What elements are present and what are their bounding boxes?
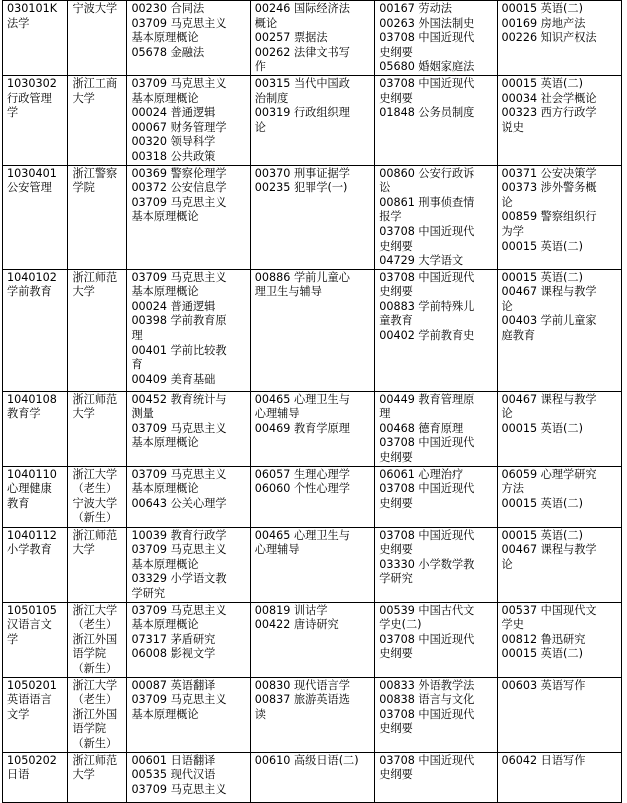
- cell-text-line: 公安管理: [7, 181, 52, 195]
- cell-text-line: 05678 金融法: [131, 45, 205, 59]
- cell-text-line: 浙江外国: [72, 707, 118, 721]
- course-cell-2: [250, 602, 374, 677]
- cell-text-line: 04729 大学语文: [379, 254, 464, 268]
- course-cell-1: [127, 269, 250, 391]
- table-row: [3, 752, 622, 802]
- course-cell-3: [375, 391, 497, 466]
- cell-text-line: 学前教育: [7, 285, 52, 299]
- course-cell-4: [497, 75, 621, 165]
- cell-text-line: 03709 马克思主义: [131, 195, 227, 209]
- cell-text-line: 00371 公安决策学: [501, 166, 597, 180]
- cell-text-line: 03708 中国近现代: [379, 270, 475, 284]
- cell-text-line: 06057 生理心理学: [254, 467, 350, 481]
- cell-text-line: 测量: [131, 407, 154, 421]
- cell-text-line: 心理辅导: [254, 543, 300, 557]
- cell-text-line: 00015 英语(二): [501, 270, 583, 284]
- school-cell: [68, 391, 127, 466]
- cell-text-line: 00015 英语(二): [501, 76, 583, 90]
- course-cell-1: [127, 466, 250, 527]
- cell-text-line: 教育: [7, 496, 30, 510]
- course-cell-2: [250, 165, 374, 269]
- cell-text-line: 00467 课程与教学: [501, 392, 597, 406]
- cell-text-line: 宁波大学: [72, 496, 118, 510]
- school-cell: [68, 602, 127, 677]
- cell-text-line: 作: [254, 60, 266, 74]
- course-cell-3: [375, 602, 497, 677]
- cell-text-line: 心理辅导: [254, 407, 300, 421]
- course-cell-3: [375, 269, 497, 391]
- course-cell-4: [497, 1, 621, 76]
- cell-text-line: 03709 马克思主义: [131, 603, 227, 617]
- cell-text-line: 00837 旅游英语选: [254, 693, 350, 707]
- course-cell-4: [497, 677, 621, 752]
- table-row: [3, 165, 622, 269]
- cell-text-line: 基本原理概论: [131, 91, 199, 105]
- cell-text-line: 06059 心理学研究: [501, 467, 597, 481]
- cell-text-line: 03709 马克思主义: [131, 76, 227, 90]
- cell-text-line: 童教育: [379, 314, 413, 328]
- cell-text-line: 00087 英语翻译: [131, 678, 216, 692]
- cell-text-line: 00373 涉外警务概: [501, 181, 597, 195]
- cell-text-line: 00024 普通逻辑: [131, 106, 216, 120]
- cell-text-line: 03709 马克思主义: [131, 270, 227, 284]
- course-cell-2: [250, 75, 374, 165]
- cell-text-line: 大学: [72, 768, 95, 782]
- cell-text-line: 1030302: [7, 76, 57, 90]
- cell-text-line: 00859 警察组织行: [501, 210, 597, 224]
- cell-text-line: 00401 学前比较教: [131, 343, 227, 357]
- course-cell-2: [250, 752, 374, 802]
- course-cell-2: [250, 466, 374, 527]
- cell-text-line: 00467 课程与教学: [501, 543, 597, 557]
- table-row: [3, 391, 622, 466]
- cell-text-line: 03709 马克思主义: [131, 693, 227, 707]
- cell-text-line: 00830 现代语言学: [254, 678, 350, 692]
- cell-text-line: 文学: [7, 707, 30, 721]
- course-cell-1: [127, 602, 250, 677]
- cell-text-line: 00319 行政组织理: [254, 106, 350, 120]
- major-cell: [3, 602, 68, 677]
- cell-text-line: 03709 马克思主义: [131, 16, 227, 30]
- cell-text-line: 读: [254, 707, 266, 721]
- cell-text-line: 00452 教育统计与: [131, 392, 227, 406]
- course-schedule-table: [2, 0, 622, 803]
- cell-text-line: 史纲要: [379, 91, 413, 105]
- cell-text-line: （新生）: [72, 511, 118, 525]
- cell-text-line: 小学教育: [7, 543, 52, 557]
- course-cell-1: [127, 677, 250, 752]
- cell-text-line: 03708 中国近现代: [379, 482, 475, 496]
- table-row: [3, 1, 622, 76]
- major-cell: [3, 391, 68, 466]
- cell-text-line: 史纲要: [379, 239, 413, 253]
- cell-text-line: 00861 刑事侦查情: [379, 195, 475, 209]
- major-cell: [3, 677, 68, 752]
- cell-text-line: 00015 英语(二): [501, 528, 583, 542]
- cell-text-line: 理卫生与辅导: [254, 285, 322, 299]
- cell-text-line: 学史(二): [379, 618, 422, 632]
- cell-text-line: 00226 知识产权法: [501, 31, 597, 45]
- cell-text-line: 基本原理概论: [131, 482, 199, 496]
- cell-text-line: 00465 心理卫生与: [254, 528, 350, 542]
- cell-text-line: 03708 中国近现代: [379, 31, 475, 45]
- cell-text-line: 00015 英语(二): [501, 2, 583, 15]
- cell-text-line: 说史: [501, 120, 524, 134]
- cell-text-line: 00539 中国古代文: [379, 603, 475, 617]
- cell-text-line: 1050201: [7, 678, 57, 692]
- cell-text-line: 英语语言: [7, 693, 52, 707]
- cell-text-line: 03708 中国近现代: [379, 528, 475, 542]
- cell-text-line: 00318 公共政策: [131, 149, 216, 163]
- cell-text-line: 00372 公安信息学: [131, 181, 227, 195]
- cell-text-line: （新生）: [72, 737, 118, 750]
- cell-text-line: 00067 财务管理学: [131, 120, 227, 134]
- cell-text-line: 史纲要: [379, 451, 413, 465]
- cell-text-line: 概论: [254, 16, 278, 30]
- course-cell-3: [375, 75, 497, 165]
- cell-text-line: 00015 英语(二): [501, 239, 583, 253]
- cell-text-line: 00422 唐诗研究: [254, 618, 339, 632]
- cell-text-line: 教育学: [7, 407, 41, 421]
- cell-text-line: 03708 中国近现代: [379, 707, 475, 721]
- cell-text-line: 学: [7, 106, 19, 120]
- cell-text-line: 1040102: [7, 270, 57, 284]
- school-cell: [68, 466, 127, 527]
- table-row: [3, 269, 622, 391]
- cell-text-line: 00819 训诂学: [254, 603, 328, 617]
- cell-text-line: 报学: [379, 210, 402, 224]
- school-cell: [68, 677, 127, 752]
- cell-text-line: 学: [7, 632, 19, 646]
- course-cell-1: [127, 752, 250, 802]
- course-cell-3: [375, 527, 497, 602]
- major-cell: [3, 165, 68, 269]
- cell-text-line: 00235 犯罪学(一): [254, 181, 348, 195]
- table-row: [3, 602, 622, 677]
- cell-text-line: 00257 票据法: [254, 31, 328, 45]
- course-cell-4: [497, 391, 621, 466]
- cell-text-line: 03708 中国近现代: [379, 224, 475, 238]
- cell-text-line: 史纲要: [379, 647, 413, 661]
- cell-text-line: （老生）: [72, 618, 118, 632]
- cell-text-line: 大学: [72, 543, 95, 557]
- cell-text-line: 06008 影视文学: [131, 647, 216, 661]
- course-cell-3: [375, 752, 497, 802]
- school-cell: [68, 527, 127, 602]
- cell-text-line: 00263 外国法制史: [379, 16, 475, 30]
- course-cell-1: [127, 527, 250, 602]
- course-cell-2: [250, 391, 374, 466]
- cell-text-line: 基本原理概论: [131, 707, 199, 721]
- cell-text-line: 06061 心理治疗: [379, 467, 464, 481]
- cell-text-line: 为学: [501, 224, 524, 238]
- cell-text-line: 00015 英语(二): [501, 421, 583, 435]
- cell-text-line: 浙江工商: [72, 76, 118, 90]
- cell-text-line: 00469 教育学原理: [254, 421, 350, 435]
- cell-text-line: 00812 鲁迅研究: [501, 632, 586, 646]
- school-cell: [68, 75, 127, 165]
- cell-text-line: 00886 学前儿童心: [254, 270, 350, 284]
- cell-text-line: 00230 合同法: [131, 2, 205, 15]
- cell-text-line: 03330 小学数学教: [379, 557, 475, 571]
- course-cell-4: [497, 602, 621, 677]
- cell-text-line: 理: [131, 329, 143, 343]
- cell-text-line: 01848 公务员制度: [379, 106, 475, 120]
- cell-text-line: 00860 公安行政诉: [379, 166, 475, 180]
- cell-text-line: 学研究: [379, 572, 413, 586]
- major-cell: [3, 752, 68, 802]
- major-cell: [3, 269, 68, 391]
- cell-text-line: 史纲要: [379, 722, 413, 736]
- course-cell-3: [375, 165, 497, 269]
- cell-text-line: 行政管理: [7, 91, 52, 105]
- cell-text-line: 00034 社会学概论: [501, 91, 597, 105]
- cell-text-line: 00320 领导科学: [131, 135, 216, 149]
- cell-text-line: 03708 中国近现代: [379, 753, 475, 767]
- major-cell: [3, 466, 68, 527]
- cell-text-line: 00167 劳动法: [379, 2, 452, 15]
- cell-text-line: 基本原理概论: [131, 31, 199, 45]
- major-cell: [3, 527, 68, 602]
- cell-text-line: 00610 高级日语(二): [254, 753, 359, 767]
- cell-text-line: 大学: [72, 91, 95, 105]
- cell-text-line: 史纲要: [379, 285, 413, 299]
- cell-text-line: 1050202: [7, 753, 57, 767]
- cell-text-line: 史纲要: [379, 45, 413, 59]
- cell-text-line: 1040110: [7, 467, 57, 481]
- cell-text-line: 00883 学前特殊儿: [379, 299, 475, 313]
- cell-text-line: 心理健康: [7, 482, 52, 496]
- cell-text-line: （新生）: [72, 662, 118, 676]
- table-row: [3, 75, 622, 165]
- cell-text-line: 00015 英语(二): [501, 496, 583, 510]
- cell-text-line: 00398 学前教育原: [131, 314, 227, 328]
- cell-text-line: 讼: [379, 181, 391, 195]
- cell-text-line: 05680 婚姻家庭法: [379, 60, 475, 74]
- cell-text-line: 03708 中国近现代: [379, 436, 475, 450]
- cell-text-line: 学研究: [131, 587, 166, 601]
- cell-text-line: （老生）: [72, 482, 118, 496]
- cell-text-line: 浙江警察: [72, 166, 118, 180]
- course-cell-1: [127, 1, 250, 76]
- cell-text-line: 1040112: [7, 528, 57, 542]
- table-row: [3, 527, 622, 602]
- course-cell-1: [127, 75, 250, 165]
- cell-text-line: 03708 中国近现代: [379, 76, 475, 90]
- cell-text-line: 庭教育: [501, 329, 536, 343]
- cell-text-line: 03709 马克思主义: [131, 467, 227, 481]
- table-body: [3, 1, 622, 803]
- cell-text-line: 育: [131, 358, 143, 372]
- cell-text-line: 1030401: [7, 166, 57, 180]
- cell-text-line: 07317 茅盾研究: [131, 632, 216, 646]
- course-cell-1: [127, 391, 250, 466]
- cell-text-line: 浙江外国: [72, 632, 118, 646]
- cell-text-line: 030101K: [7, 2, 58, 15]
- cell-text-line: 00601 日语翻译: [131, 753, 216, 767]
- cell-text-line: 00315 当代中国政: [254, 76, 350, 90]
- cell-text-line: （老生）: [72, 693, 118, 707]
- cell-text-line: 00643 公关心理学: [131, 496, 227, 510]
- cell-text-line: 治制度: [254, 91, 289, 105]
- course-cell-4: [497, 165, 621, 269]
- cell-text-line: 浙江师范: [72, 528, 118, 542]
- cell-text-line: 浙江大学: [72, 603, 118, 617]
- cell-text-line: 浙江师范: [72, 753, 118, 767]
- course-cell-1: [127, 165, 250, 269]
- cell-text-line: 论: [501, 407, 513, 421]
- major-cell: [3, 75, 68, 165]
- cell-text-line: 00465 心理卫生与: [254, 392, 350, 406]
- course-cell-4: [497, 466, 621, 527]
- cell-text-line: 00323 西方行政学: [501, 106, 597, 120]
- major-cell: [3, 1, 68, 76]
- cell-text-line: 00015 英语(二): [501, 647, 583, 661]
- cell-text-line: 史纲要: [379, 496, 413, 510]
- cell-text-line: 00409 美育基础: [131, 372, 216, 386]
- cell-text-line: 03329 小学语文教: [131, 572, 227, 586]
- school-cell: [68, 165, 127, 269]
- cell-text-line: 03709 马克思主义: [131, 421, 227, 435]
- cell-text-line: 10039 教育行政学: [131, 528, 227, 542]
- table-row: [3, 466, 622, 527]
- cell-text-line: 00468 德育原理: [379, 421, 464, 435]
- cell-text-line: 基本原理概论: [131, 285, 199, 299]
- cell-text-line: 00603 英语写作: [501, 678, 586, 692]
- course-cell-3: [375, 466, 497, 527]
- course-cell-4: [497, 752, 621, 802]
- cell-text-line: 基本原理概论: [131, 557, 199, 571]
- cell-text-line: 史纲要: [379, 543, 413, 557]
- cell-text-line: 03709 马克思主义: [131, 543, 227, 557]
- cell-text-line: 语学院: [72, 647, 107, 661]
- cell-text-line: 大学: [72, 407, 95, 421]
- cell-text-line: 史纲要: [379, 768, 413, 782]
- cell-text-line: 论: [501, 299, 513, 313]
- cell-text-line: 法学: [7, 16, 30, 30]
- cell-text-line: 00369 警察伦理学: [131, 166, 227, 180]
- cell-text-line: 学院: [72, 181, 95, 195]
- cell-text-line: 基本原理概论: [131, 436, 199, 450]
- cell-text-line: 浙江师范: [72, 392, 118, 406]
- school-cell: [68, 752, 127, 802]
- cell-text-line: 汉语言文: [7, 618, 52, 632]
- course-cell-3: [375, 1, 497, 76]
- cell-text-line: 00838 语言与文化: [379, 693, 475, 707]
- cell-text-line: 00402 学前教育史: [379, 329, 475, 343]
- course-cell-2: [250, 269, 374, 391]
- cell-text-line: 浙江大学: [72, 678, 118, 692]
- cell-text-line: 06042 日语写作: [501, 753, 586, 767]
- cell-text-line: 基本原理概论: [131, 618, 199, 632]
- cell-text-line: 00370 刑事证据学: [254, 166, 350, 180]
- school-cell: [68, 1, 127, 76]
- table-row: [3, 677, 622, 752]
- cell-text-line: 00449 教育管理原: [379, 392, 475, 406]
- cell-text-line: 00246 国际经济法: [254, 2, 350, 15]
- cell-text-line: 论: [501, 195, 513, 209]
- cell-text-line: 浙江大学: [72, 467, 118, 481]
- cell-text-line: 03708 中国近现代: [379, 632, 475, 646]
- course-cell-2: [250, 527, 374, 602]
- cell-text-line: 00403 学前儿童家: [501, 314, 597, 328]
- cell-text-line: 论: [254, 120, 266, 134]
- cell-text-line: 论: [501, 557, 513, 571]
- course-cell-4: [497, 527, 621, 602]
- cell-text-line: 大学: [72, 285, 95, 299]
- cell-text-line: 浙江师范: [72, 270, 118, 284]
- cell-text-line: 方法: [501, 482, 524, 496]
- course-cell-4: [497, 269, 621, 391]
- cell-text-line: 理: [379, 407, 391, 421]
- cell-text-line: 00833 外语教学法: [379, 678, 475, 692]
- cell-text-line: 00537 中国现代文: [501, 603, 597, 617]
- cell-text-line: 基本原理概论: [131, 210, 199, 224]
- cell-text-line: 学史: [501, 618, 524, 632]
- cell-text-line: 00467 课程与教学: [501, 285, 597, 299]
- cell-text-line: 日语: [7, 768, 30, 782]
- course-cell-2: [250, 1, 374, 76]
- course-cell-2: [250, 677, 374, 752]
- cell-text-line: 1050105: [7, 603, 57, 617]
- school-cell: [68, 269, 127, 391]
- cell-text-line: 00169 房地产法: [501, 16, 586, 30]
- cell-text-line: 00535 现代汉语: [131, 768, 216, 782]
- cell-text-line: 1040108: [7, 392, 57, 406]
- cell-text-line: 03709 马克思主义: [131, 782, 227, 796]
- course-cell-3: [375, 677, 497, 752]
- cell-text-line: 宁波大学: [72, 2, 118, 15]
- cell-text-line: 语学院: [72, 722, 107, 736]
- cell-text-line: 00024 普通逻辑: [131, 299, 216, 313]
- cell-text-line: 00262 法律文书写: [254, 45, 350, 59]
- cell-text-line: 06060 个性心理学: [254, 482, 350, 496]
